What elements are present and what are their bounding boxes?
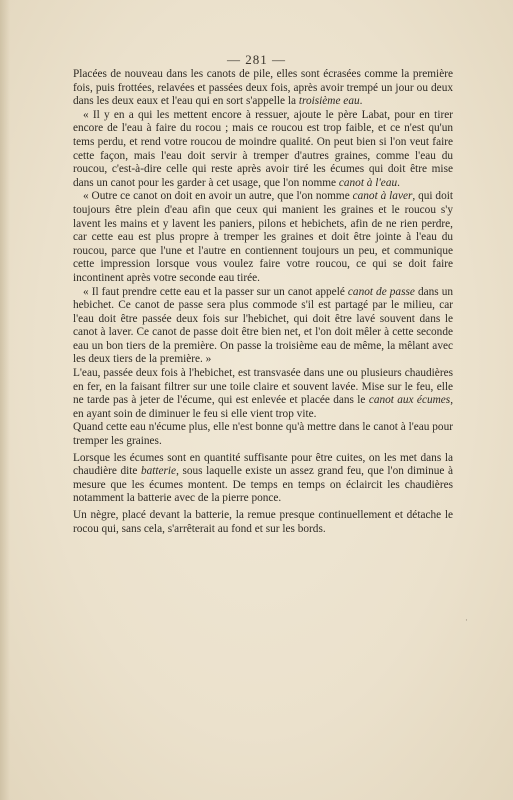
paragraph-5 [73,367,453,421]
text-run: « Il faut prendre cette eau et la passer sur un canot appelé [83,285,348,298]
italic-term: canot à laver [352,190,413,203]
text-run: Lorsque les écumes sont en quantité suffisante pour être cuites, on les met dans la chaudière dite [73,451,453,478]
paragraph-1 [73,68,453,109]
paragraph-4 [73,286,453,368]
page-number: — 281 — [227,52,286,67]
text-run: , sous laquelle existe un assez grand feu, que l'on diminue à mesure que les écumes montent. De temps en temps on éclaircit les chaudières notamment la batterie avec de la pierre ponce. [73,465,453,505]
italic-term: canot aux écumes [368,394,451,407]
margin-speck: · [465,616,468,626]
italic-term: batterie [140,465,177,478]
text-run: , en ayant soin de diminuer le feu si elle vient trop vite. [73,394,454,420]
text-run: Un nègre, placé devant la batterie, la remue presque continuellement et détache le rocou qui, sans cela, s'arrêterait au fond et sur les bords. [73,509,453,535]
text-run: L'eau, passée deux fois à l'hebichet, est transvasée dans une ou plusieurs chaudières en fer, en la faisant filtrer sur une toile claire et souvent lavée. Mise sur le feu, elle ne tarde pas à jeter de l'écume, qui est enlevée et placée dans le [73,367,453,407]
text-run: « Il y en a qui les mettent encore à ressuer, ajoute le père Labat, pour en tirer encore de l'eau à faire du rocou ; mais ce roucou est trop faible, et ce n'est qu'un tems perdu, et rend votre roucou de moindre qualité. On peut bien si l'on veut faire cette façon, mais l'eau doit servir à tremper d'autres graines, comme l'eau du roucou, c'est-à-dire celle qui reste après avoir tiré les écumes qui doit être mise dans un canot pour les garder à cet usage, que l'on nomme [73,108,453,189]
text-run: . [397,176,400,189]
text-run: Quand cette eau n'écume plus, elle n'est bonne qu'à mettre dans le canot à l'eau pour tremper les graines. [73,421,453,448]
italic-term: canot de passe [347,285,415,298]
paragraph-6 [73,421,453,448]
text-run: , qui doit toujours être plein d'eau afin que ceux qui manient les graines et le roucou s'y lavent les mains et y lavent les paniers, pilons et hebichets, afin de ne rien perdre, car cette eau est plus propre à tremper les graines et doit être jointe à l'eau du roucou, parce que l'une et l'autre en contiennent toujours un peu, et communique cette impression lorsque vous voulez faire votre roucou, ce qui se doit faire incontinent après votre seconde eau tirée. [73,190,454,284]
text-run: Placées de nouveau dans les canots de pile, elles sont écrasées comme la première fois, puis frottées, relavées et passées deux fois, après avoir trempé un jour ou deux dans les deux eaux et l'eau qui en sort s'appelle la [73,68,453,108]
paragraph-7 [73,452,453,506]
text-run: dans un hebichet. Ce canot de passe sera plus commode s'il est partagé par le milieu, car l'eau doit être passée deux fois sur l'hebichet, qui doit être lavé souvent dans le canot à laver. Ce canot de passe doit être bien net, et l'on doit mêler à cette seconde eau un bon tiers de la première. On passe la troisième eau de même, la mêlant avec les deux tiers de la première. » [73,285,454,366]
body-text [73,68,453,536]
text-run: . [359,95,363,108]
paragraph-2 [73,109,453,191]
page-gutter-shadow [0,0,10,800]
paragraph-8 [73,509,453,536]
italic-term: canot à l'eau [338,176,398,189]
paragraph-3 [73,190,453,285]
text-run: « Outre ce canot on doit en avoir un autre, que l'on nomme [83,190,353,203]
italic-term: troisième eau [298,95,360,108]
